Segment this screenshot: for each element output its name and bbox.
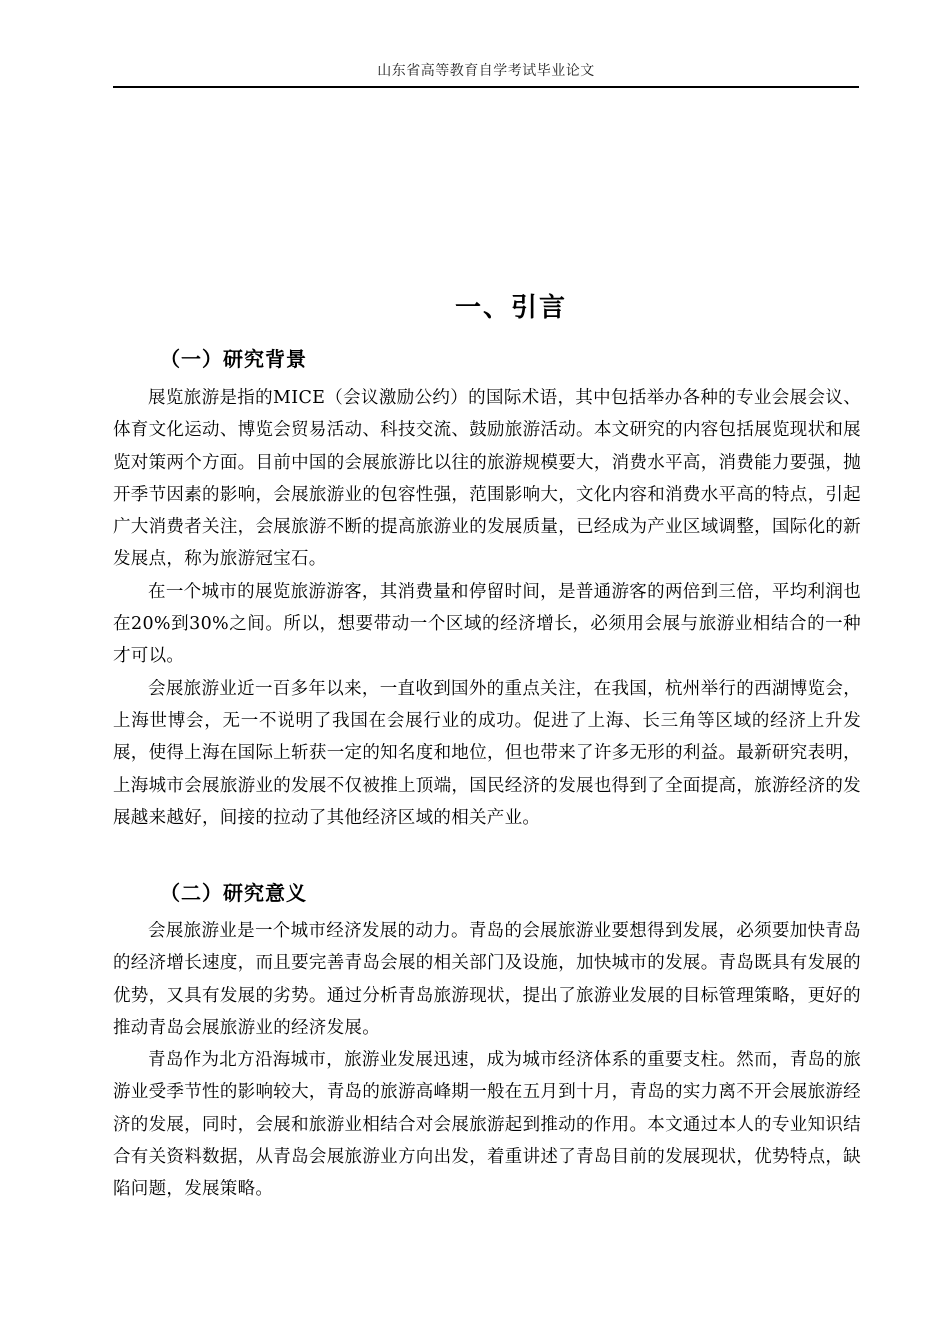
paragraph: 在一个城市的展览旅游游客，其消费量和停留时间，是普通游客的两倍到三倍，平均利润也在20%到30%之间。所以，想要带动一个区域的经济增长，必须用会展与旅游业相结合的一种才可以。 (113, 581, 861, 667)
paragraph: 展览旅游是指的MICE（会议激励公约）的国际术语，其中包括举办各种的专业会展会议、体育文化运动、博览会贸易活动、科技交流、鼓励旅游活动。本文研究的内容包括展览现状和展览对策两个方面。目前中国的会展旅游比以往的旅游规模要大，消费水平高，消费能力要强，抛开季节因素的影响，会展旅游业的包容性强，范围影响大，文化内容和消费水平高的特点，引起广大消费者关注，会展旅游不断的提高旅游业的发展质量，已经成为产业区域调整，国际化的新发展点，称为旅游冠宝石。 (113, 388, 861, 570)
paragraph: 会展旅游业近一百多年以来，一直收到国外的重点关注，在我国，杭州举行的西湖博览会，上海世博会，无一不说明了我国在会展行业的成功。促进了上海、长三角等区域的经济上升发展，使得上海在国际上斩获一定的知名度和地位，但也带来了许多无形的利益。最新研究表明，上海城市会展旅游业的发展不仅被推上顶端，国民经济的发展也得到了全面提高，旅游经济的发展越来越好，间接的拉动了其他经济区域的相关产业。 (113, 678, 861, 828)
section-body-research-background (113, 382, 861, 834)
section-body-research-significance (113, 915, 861, 1206)
header-divider (113, 86, 859, 88)
chapter-title: 一、引言 (454, 293, 567, 323)
running-header: 山东省高等教育自学考试毕业论文 (377, 63, 595, 79)
section-heading-research-significance: （二）研究意义 (160, 881, 307, 905)
paragraph: 会展旅游业是一个城市经济发展的动力。青岛的会展旅游业要想得到发展，必须要加快青岛的经济增长速度，而且要完善青岛会展的相关部门及设施，加快城市的发展。青岛既具有发展的优势，又具有发展的劣势。通过分析青岛旅游现状，提出了旅游业发展的目标管理策略，更好的推动青岛会展旅游业的经济发展。 (113, 921, 861, 1038)
section-heading-research-background: （一）研究背景 (160, 347, 307, 371)
paragraph: 青岛作为北方沿海城市，旅游业发展迅速，成为城市经济体系的重要支柱。然而，青岛的旅游业受季节性的影响较大，青岛的旅游高峰期一般在五月到十月，青岛的实力离不开会展旅游经济的发展，同时，会展和旅游业相结合对会展旅游起到推动的作用。本文通过本人的专业知识结合有关资料数据，从青岛会展旅游业方向出发，着重讲述了青岛目前的发展现状，优势特点，缺陷问题，发展策略。 (113, 1050, 861, 1200)
